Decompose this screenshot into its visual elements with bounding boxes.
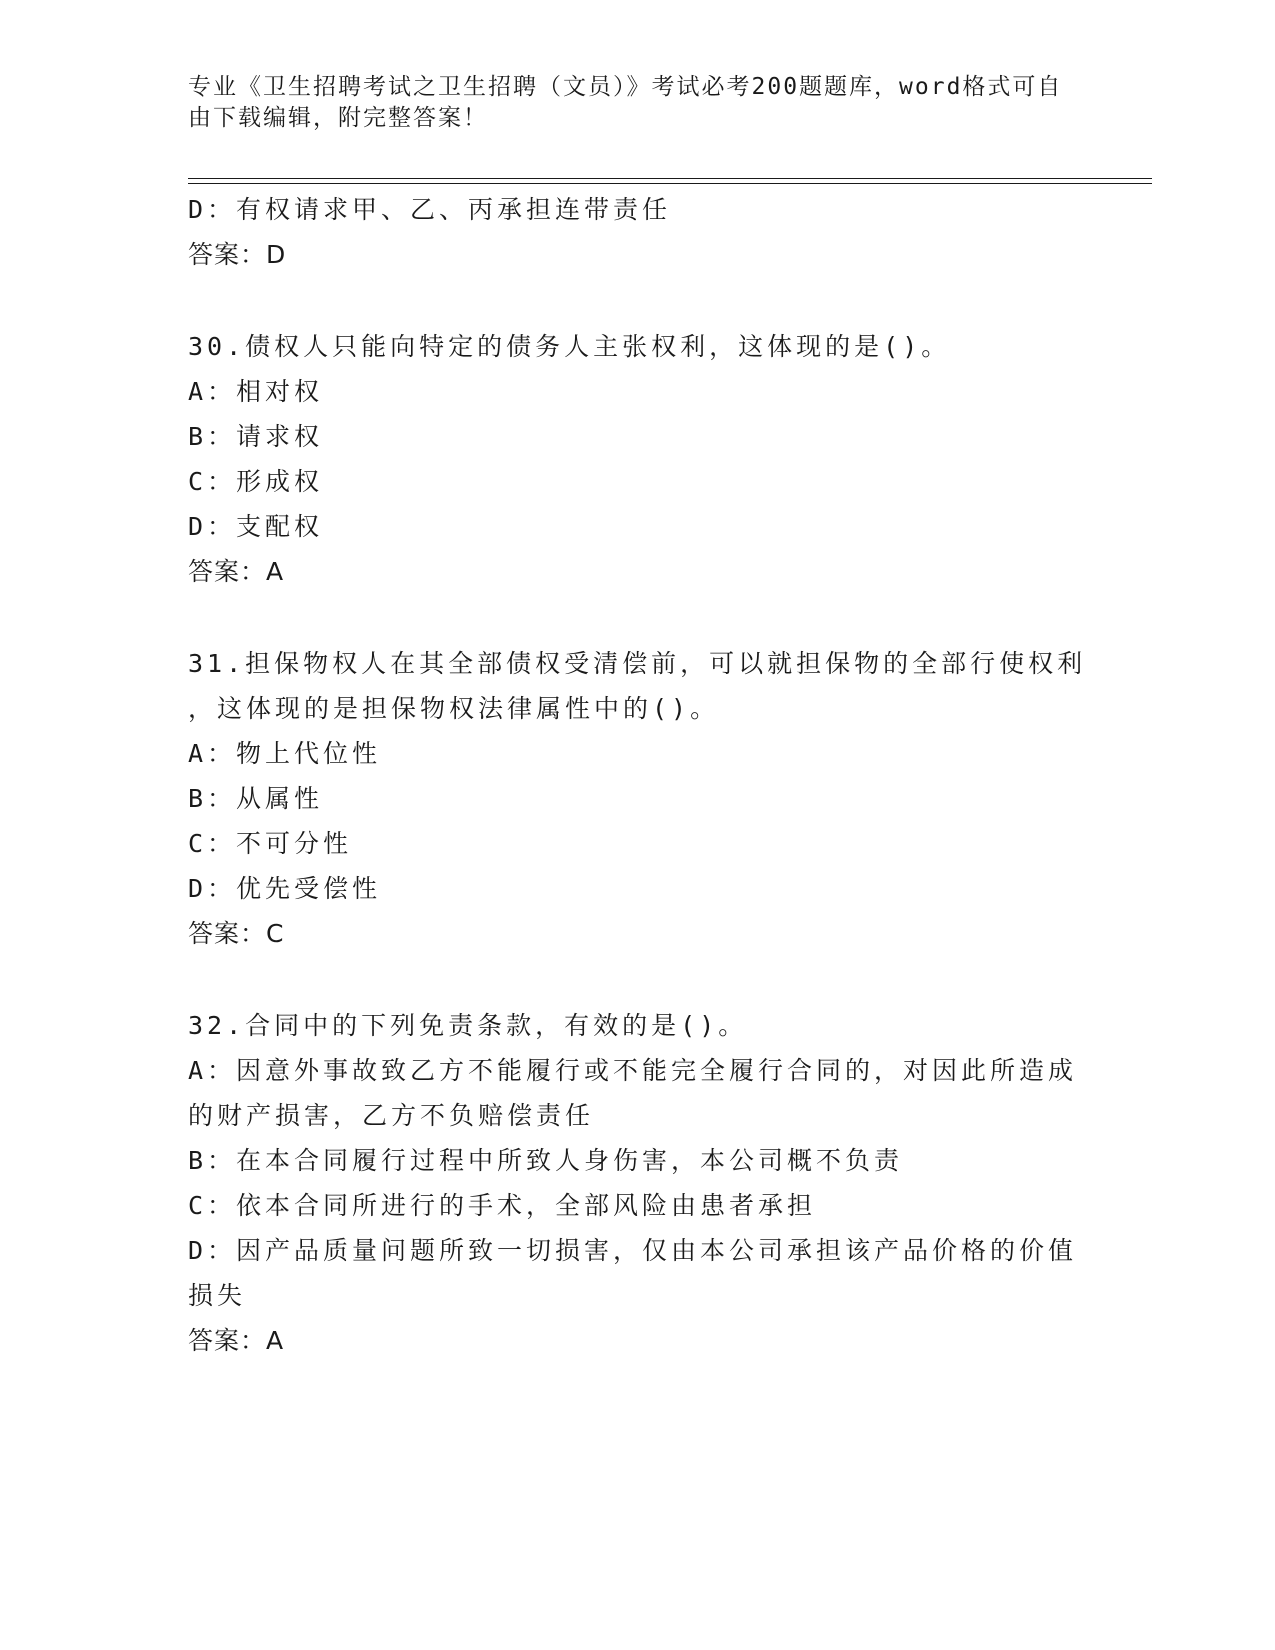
option-b: B：从属性 [188,784,324,813]
header-line-1: 专业《卫生招聘考试之卫生招聘（文员）》考试必考200题题库，word格式可自 [188,74,1063,100]
question-32 [188,1003,1088,1363]
question-stem-continued: ，这体现的是担保物权法律属性中的()。 [188,694,720,723]
question-31 [188,641,1088,956]
option-d: D：因产品质量问题所致一切损害，仅由本公司承担该产品价格的价值 [188,1236,1078,1265]
question-stem: 31.担保物权人在其全部债权受清偿前，可以就担保物的全部行使权利 [188,649,1087,678]
question-answer: 答案：C [188,919,285,948]
spacer [188,594,1088,641]
option-c: C：形成权 [188,467,324,496]
header-line-2: 由下载编辑，附完整答案！ [188,105,488,131]
header-rule-top [188,178,1152,179]
question-answer: 答案：A [188,557,285,586]
document-header [188,72,1088,134]
spacer [188,277,1088,324]
option-a: A：因意外事故致乙方不能履行或不能完全履行合同的，对因此所造成 [188,1056,1078,1085]
prev-question-option-d: D：有权请求甲、乙、丙承担连带责任 [188,195,672,224]
option-c: C：依本合同所进行的手术，全部风险由患者承担 [188,1191,817,1220]
question-stem: 30.债权人只能向特定的债务人主张权利，这体现的是()。 [188,332,951,361]
option-c: C：不可分性 [188,829,353,858]
option-d: D：支配权 [188,512,324,541]
header-rule-bottom [188,183,1152,184]
option-a-continued: 的财产损害，乙方不负赔偿责任 [188,1101,595,1130]
prev-question-answer: 答案：D [188,240,287,269]
option-a: A：物上代位性 [188,739,382,768]
question-stem: 32.合同中的下列免责条款，有效的是()。 [188,1011,748,1040]
question-answer: 答案：A [188,1326,285,1355]
option-d-continued: 损失 [188,1281,247,1310]
document-body [188,187,1088,1363]
option-a: A：相对权 [188,377,324,406]
option-b: B：在本合同履行过程中所致人身伤害，本公司概不负责 [188,1146,904,1175]
spacer [188,956,1088,1003]
question-30 [188,324,1088,594]
option-b: B：请求权 [188,422,324,451]
option-d: D：优先受偿性 [188,874,382,903]
